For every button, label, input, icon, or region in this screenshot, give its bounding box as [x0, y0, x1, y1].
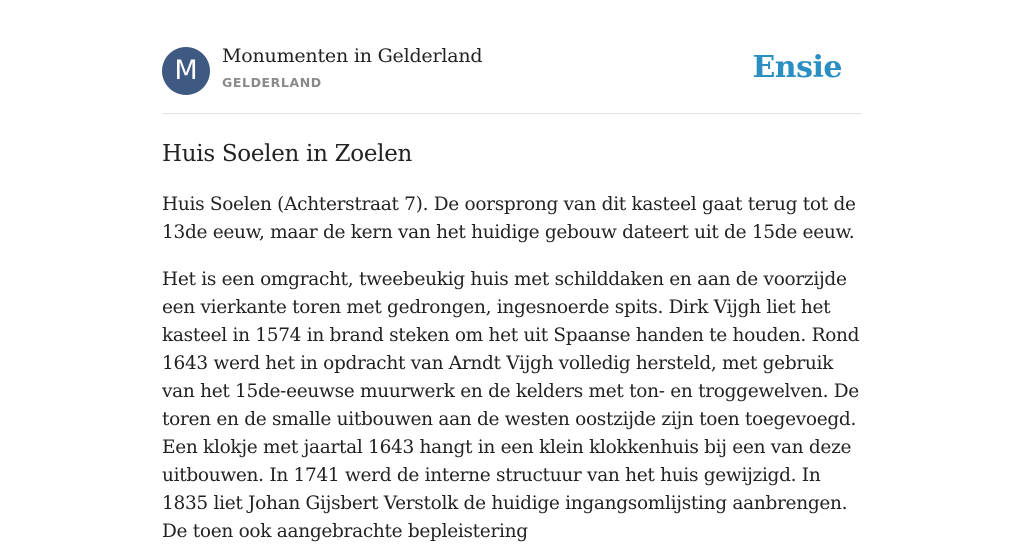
article-paragraph-1: Huis Soelen (Achterstraat 7). De oorsprong van dit kasteel gaat terug tot de 13de eeuw, maar de kern van het huidige gebouw dateert uit de 15de eeuw.: [162, 194, 856, 243]
site-subtitle[interactable]: GELDERLAND: [222, 75, 322, 90]
page-container: [162, 0, 862, 546]
header: [162, 0, 862, 114]
article-title: Huis Soelen in Zoelen: [162, 141, 413, 167]
avatar[interactable]: M: [162, 47, 210, 95]
brand-logo[interactable]: Ensie: [752, 50, 842, 85]
site-title[interactable]: Monumenten in Gelderland: [222, 45, 483, 67]
article-paragraph-2: Het is een omgracht, tweebeukig huis met schilddaken en aan de voorzijde een vierkante toren met gedrongen, ingesnoerde spits. Dirk Vijgh liet het kasteel in 1574 in brand steken om het uit Spaanse handen te houden. Rond 1643 werd het in opdracht van Arndt Vijgh volledig hersteld, met gebruik van het 15de-eeuwse muurwerk en de kelders met ton- en troggewelven. De toren en de smalle uitbouwen aan de westen oostzijde zijn toen toegevoegd. Een klokje met jaartal 1643 hangt in een klein klokkenhuis bij een van deze uitbouwen. In 1741 werd de interne structuur van het huis gewijzigd. In 1835 liet Johan Gijsbert Verstolk de huidige ingangsomlijsting aanbrengen. De toen ook aangebrachte bepleistering: [162, 269, 860, 542]
